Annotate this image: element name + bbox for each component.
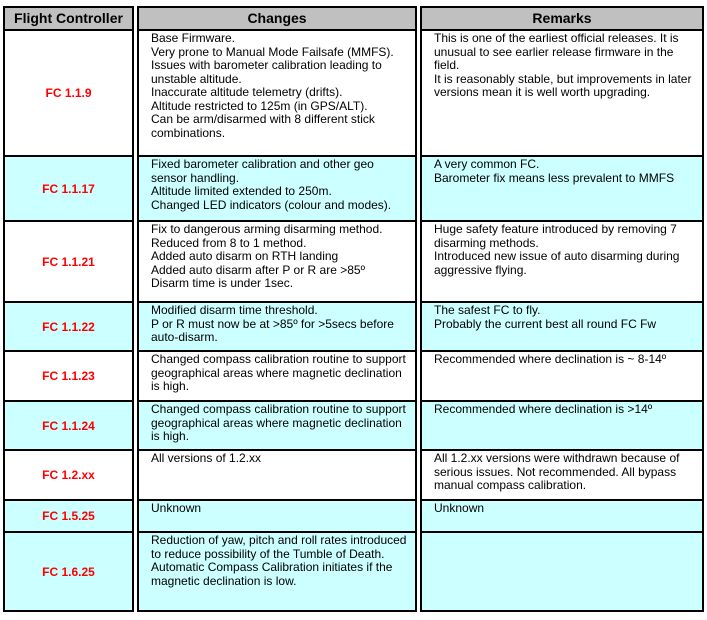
header-flight-controller: Flight Controller	[3, 6, 134, 32]
changes-cell: Fixed barometer calibration and other geo sensor handling. Altitude limited extended to 250m. Changed LED indicators (colour and modes).	[137, 155, 417, 222]
remarks-cell: This is one of the earliest official releases. It is unusual to see earlier release firmware in the field. It is reasonably stable, but improvements in later versions mean it is well worth upgrading.	[420, 29, 704, 157]
remarks-cell: Recommended where declination is ~ 8-14º	[420, 350, 704, 402]
remarks-cell: The safest FC to fly. Probably the current best all round FC Fw	[420, 301, 704, 352]
changes-cell: Changed compass calibration routine to support geographical areas where magnetic declination is high.	[137, 400, 417, 451]
changes-cell: Reduction of yaw, pitch and roll rates introduced to reduce possibility of the Tumble of Death. Automatic Compass Calibration initiates if the magnetic declination is low.	[137, 531, 417, 612]
changes-cell: Base Firmware. Very prone to Manual Mode Failsafe (MMFS). Issues with barometer calibration leading to unstable altitude. Inaccurate altitude telemetry (drifts). Altitude restricted to 125m (in GPS/ALT). Can be arm/disarmed with 8 different stick combinations.	[137, 29, 417, 157]
fc-version-1-2-xx: FC 1.2.xx	[3, 449, 134, 501]
changes-cell: Unknown	[137, 499, 417, 533]
remarks-cell: Recommended where declination is >14º	[420, 400, 704, 451]
header-changes: Changes	[137, 6, 417, 32]
changes-cell: Modified disarm time threshold. P or R must now be at >85º for >5secs before auto-disarm.	[137, 301, 417, 352]
fc-version-1-1-24: FC 1.1.24	[3, 400, 134, 451]
fc-version-1-1-21: FC 1.1.21	[3, 220, 134, 303]
remarks-cell: Huge safety feature introduced by removing 7 disarming methods. Introduced new issue of auto disarming during aggressive flying.	[420, 220, 704, 303]
fc-version-1-1-17: FC 1.1.17	[3, 155, 134, 222]
remarks-cell	[420, 531, 704, 612]
remarks-cell: All 1.2.xx versions were withdrawn because of serious issues. Not recommended. All bypass manual compass calibration.	[420, 449, 704, 501]
remarks-cell: Unknown	[420, 499, 704, 533]
fc-version-1-5-25: FC 1.5.25	[3, 499, 134, 533]
remarks-cell: A very common FC. Barometer fix means less prevalent to MMFS	[420, 155, 704, 222]
changes-cell: Fix to dangerous arming disarming method. Reduced from 8 to 1 method. Added auto disarm on RTH landing Added auto disarm after P or R are >85º Disarm time is under 1sec.	[137, 220, 417, 303]
fc-version-1-6-25: FC 1.6.25	[3, 531, 134, 612]
fc-version-1-1-9: FC 1.1.9	[3, 29, 134, 157]
fc-version-1-1-23: FC 1.1.23	[3, 350, 134, 402]
fc-version-1-1-22: FC 1.1.22	[3, 301, 134, 352]
changes-cell: All versions of 1.2.xx	[137, 449, 417, 501]
changes-cell: Changed compass calibration routine to support geographical areas where magnetic declination is high.	[137, 350, 417, 402]
header-remarks: Remarks	[420, 6, 704, 32]
